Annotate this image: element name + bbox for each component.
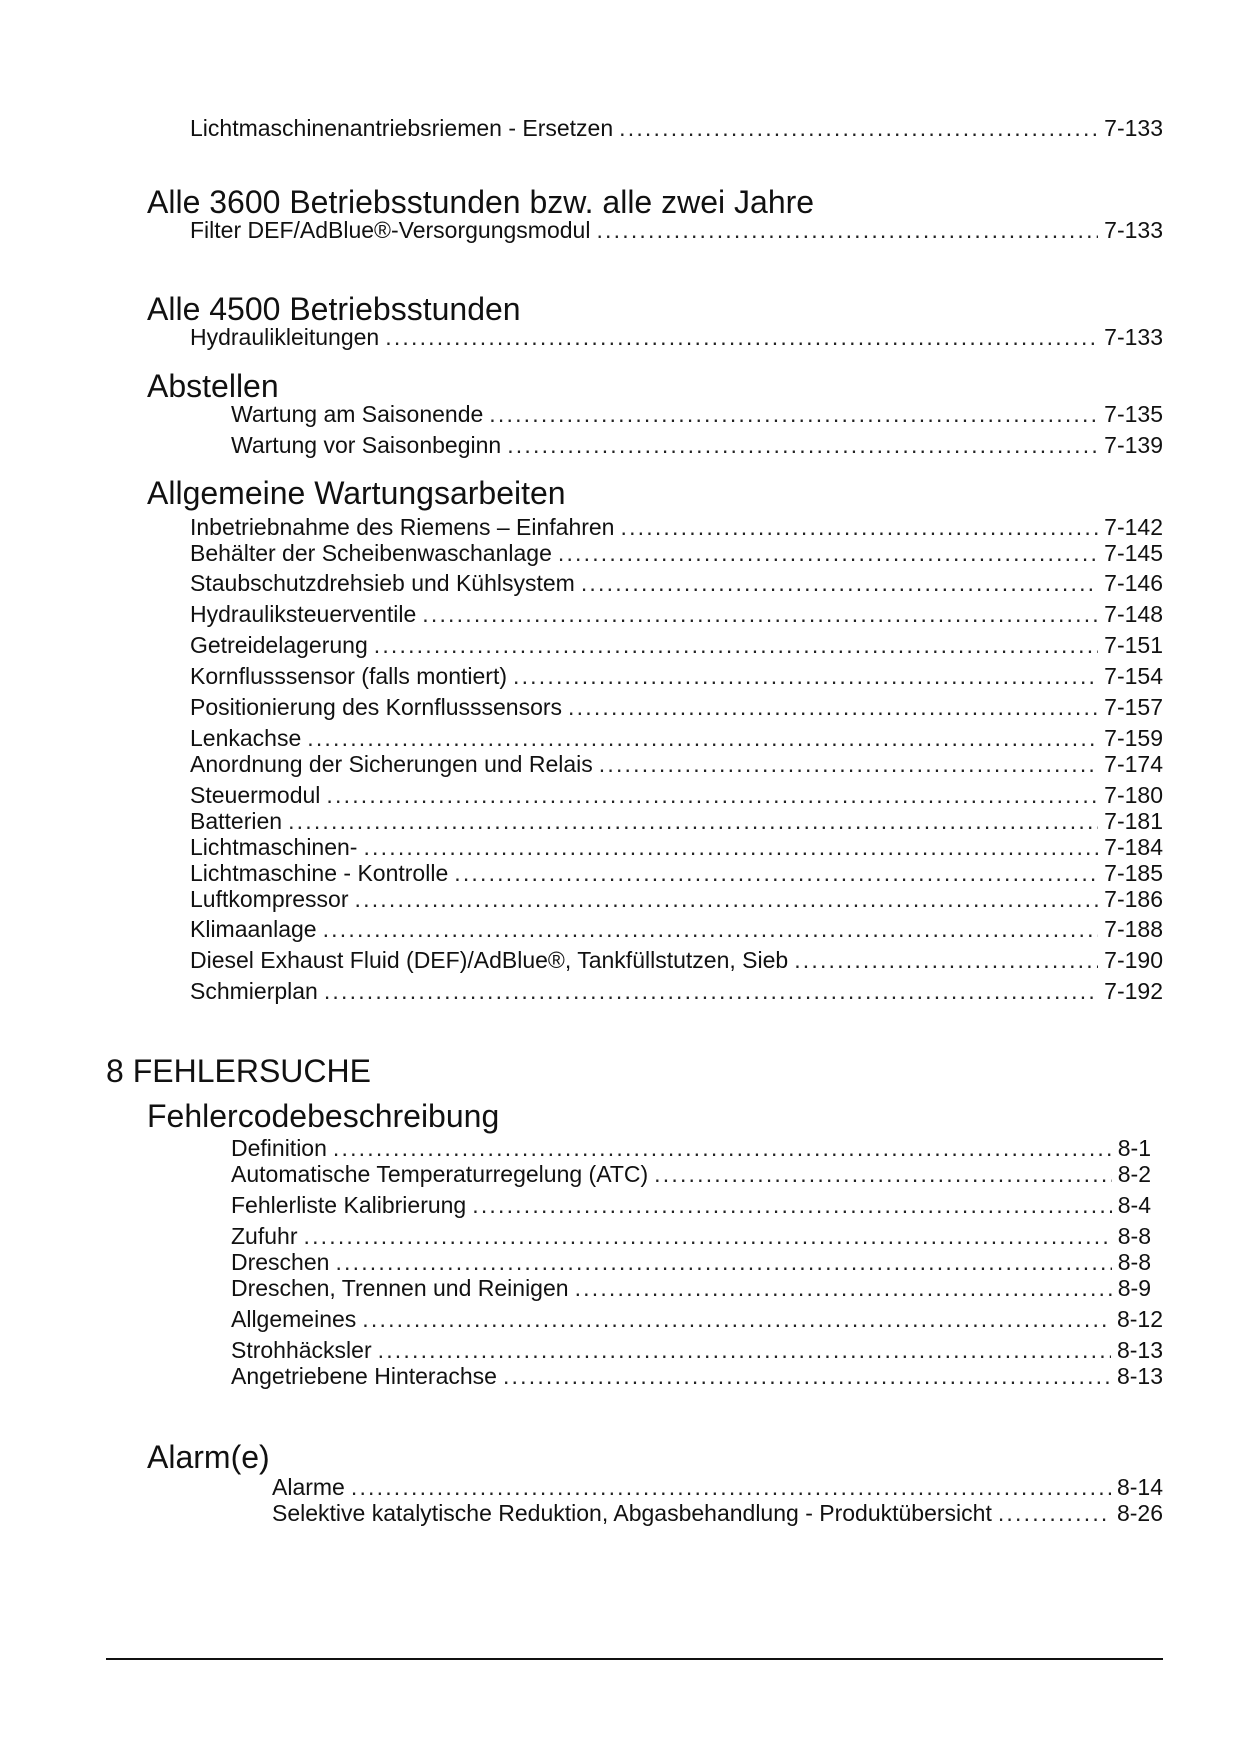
toc-leader-dots xyxy=(619,113,1098,143)
toc-page-number: 7-142 xyxy=(1104,514,1163,540)
toc-entry[interactable] xyxy=(190,322,1163,352)
toc-entry[interactable] xyxy=(190,599,1163,629)
toc-leader-dots xyxy=(575,1273,1112,1303)
section-heading: Fehlercodebeschreibung xyxy=(147,1098,500,1134)
toc-page-number: 7-180 xyxy=(1104,782,1163,808)
toc-page-number: 8-13 xyxy=(1116,1337,1163,1363)
toc-entry-label: Wartung am Saisonende xyxy=(231,401,484,427)
section-heading: Alarm(e) xyxy=(147,1439,270,1475)
toc-page-number: 7-188 xyxy=(1104,916,1163,942)
toc-entry-label: Hydrauliksteuerventile xyxy=(190,601,417,627)
toc-page-number: 7-192 xyxy=(1104,978,1163,1004)
toc-entry-label: Diesel Exhaust Fluid (DEF)/AdBlue®, Tankfüllstutzen, Sieb xyxy=(190,947,789,973)
toc-leader-dots xyxy=(507,430,1098,460)
toc-entry[interactable] xyxy=(190,914,1163,944)
toc-entry[interactable] xyxy=(190,568,1163,598)
toc-entry[interactable] xyxy=(231,1361,1163,1391)
toc-entry-label: Strohhäcksler xyxy=(231,1337,372,1363)
toc-entry-label: Batterien xyxy=(190,808,283,834)
toc-entry-label: Behälter der Scheibenwaschanlage xyxy=(190,540,552,566)
section-heading: Alle 3600 Betriebsstunden bzw. alle zwei Jahre xyxy=(147,184,815,220)
chapter-heading: 8 FEHLERSUCHE xyxy=(106,1053,371,1089)
toc-entry-label: Schmierplan xyxy=(190,978,318,1004)
toc-entry-label: Fehlerliste Kalibrierung xyxy=(231,1192,467,1218)
toc-entry-label: Angetriebene Hinterachse xyxy=(231,1363,497,1389)
toc-page-number: 8-2 xyxy=(1117,1161,1151,1187)
toc-page-number: 7-145 xyxy=(1104,540,1163,566)
section-heading: Abstellen xyxy=(147,368,279,404)
toc-leader-dots xyxy=(385,322,1098,352)
toc-leader-dots xyxy=(513,661,1098,691)
toc-leader-dots xyxy=(568,692,1098,722)
toc-entry[interactable] xyxy=(231,1190,1163,1220)
toc-page-number: 8-12 xyxy=(1116,1306,1163,1332)
toc-leader-dots xyxy=(323,914,1099,944)
toc-entry[interactable] xyxy=(231,1273,1163,1303)
toc-entry[interactable] xyxy=(190,630,1163,660)
toc-entry[interactable] xyxy=(190,749,1163,779)
toc-entry-label: Lichtmaschinenantriebsriemen - Ersetzen xyxy=(190,115,614,141)
toc-entry[interactable] xyxy=(190,945,1163,975)
toc-entry-label: Dreschen, Trennen und Reinigen xyxy=(231,1275,569,1301)
toc-leader-dots xyxy=(558,538,1098,568)
toc-page-number: 7-151 xyxy=(1104,632,1163,658)
toc-page-number: 8-9 xyxy=(1117,1275,1151,1301)
toc-entry-label: Automatische Temperaturregelung (ATC) xyxy=(231,1161,649,1187)
toc-page-number: 7-186 xyxy=(1104,886,1163,912)
toc-entry[interactable] xyxy=(190,661,1163,691)
toc-page-number: 8-8 xyxy=(1117,1223,1151,1249)
toc-leader-dots xyxy=(581,568,1098,598)
toc-entry-label: Getreidelagerung xyxy=(190,632,368,658)
toc-entry-label: Anordnung der Sicherungen und Relais xyxy=(190,751,593,777)
toc-entry[interactable] xyxy=(190,113,1163,143)
toc-page-number: 7-157 xyxy=(1104,694,1163,720)
toc-page-number: 7-159 xyxy=(1104,725,1163,751)
toc-entry[interactable] xyxy=(190,692,1163,722)
toc-entry-label: Wartung vor Saisonbeginn xyxy=(231,432,502,458)
toc-leader-dots xyxy=(362,1304,1111,1334)
toc-page-number: 7-148 xyxy=(1104,601,1163,627)
toc-entry-label: Hydraulikleitungen xyxy=(190,324,380,350)
toc-page-number: 7-181 xyxy=(1104,808,1163,834)
toc-entry[interactable] xyxy=(190,884,1163,914)
toc-entry-label: Steuermodul xyxy=(190,782,321,808)
toc-page-number: 7-133 xyxy=(1104,217,1163,243)
toc-page-number: 7-133 xyxy=(1104,324,1163,350)
toc-entry-label: Zufuhr xyxy=(231,1223,298,1249)
section-heading: Allgemeine Wartungsarbeiten xyxy=(147,475,566,511)
toc-page-number: 7-190 xyxy=(1104,947,1163,973)
toc-entry-label: Positionierung des Kornflusssensors xyxy=(190,694,563,720)
toc-page-number: 7-133 xyxy=(1104,115,1163,141)
toc-entry-label: Staubschutzdrehsieb und Kühlsystem xyxy=(190,570,575,596)
toc-page-number: 7-139 xyxy=(1104,432,1163,458)
toc-leader-dots xyxy=(794,945,1098,975)
toc-page-number: 8-14 xyxy=(1116,1474,1163,1500)
toc-page-number: 7-146 xyxy=(1104,570,1163,596)
toc-entry-label: Definition xyxy=(231,1135,327,1161)
footer-rule xyxy=(106,1658,1163,1660)
toc-entry-label: Selektive katalytische Reduktion, Abgasbehandlung - Produktübersicht xyxy=(272,1500,992,1526)
toc-leader-dots xyxy=(503,1361,1111,1391)
toc-entry-label: Lenkachse xyxy=(190,725,302,751)
toc-page-number: 7-184 xyxy=(1104,834,1163,860)
toc-page-number: 8-13 xyxy=(1116,1363,1163,1389)
toc-page-number: 8-1 xyxy=(1117,1135,1151,1161)
toc-leader-dots xyxy=(654,1159,1112,1189)
toc-leader-dots xyxy=(422,599,1098,629)
toc-leader-dots xyxy=(998,1498,1111,1528)
toc-entry[interactable] xyxy=(190,538,1163,568)
toc-page-number: 8-26 xyxy=(1116,1500,1163,1526)
toc-leader-dots xyxy=(355,884,1099,914)
toc-leader-dots xyxy=(472,1190,1112,1220)
toc-leader-dots xyxy=(324,976,1098,1006)
toc-entry[interactable] xyxy=(231,1304,1163,1334)
toc-entry-label: Lichtmaschinen- xyxy=(190,834,358,860)
toc-entry-label: Kornflusssensor (falls montiert) xyxy=(190,663,507,689)
toc-leader-dots xyxy=(374,630,1098,660)
toc-entry-label: Inbetriebnahme des Riemens – Einfahren xyxy=(190,514,615,540)
toc-entry[interactable] xyxy=(231,1159,1163,1189)
toc-entry[interactable] xyxy=(231,399,1163,429)
toc-entry-label: Filter DEF/AdBlue®-Versorgungsmodul xyxy=(190,217,591,243)
toc-page-number: 7-174 xyxy=(1104,751,1163,777)
toc-entry-label: Luftkompressor xyxy=(190,886,349,912)
toc-page-number: 8-4 xyxy=(1117,1192,1151,1218)
toc-entry-label: Lichtmaschine - Kontrolle xyxy=(190,860,449,886)
toc-entry[interactable] xyxy=(272,1498,1163,1528)
section-heading: Alle 4500 Betriebsstunden xyxy=(147,291,521,327)
toc-entry-label: Dreschen xyxy=(231,1249,330,1275)
toc-entry[interactable] xyxy=(190,215,1163,245)
toc-entry-label: Allgemeines xyxy=(231,1306,357,1332)
toc-page-number: 7-185 xyxy=(1104,860,1163,886)
toc-entry[interactable] xyxy=(190,976,1163,1006)
toc-entry-label: Klimaanlage xyxy=(190,916,317,942)
toc-entry-label: Alarme xyxy=(272,1474,345,1500)
toc-leader-dots xyxy=(599,749,1098,779)
toc-page-number: 7-135 xyxy=(1104,401,1163,427)
toc-leader-dots xyxy=(596,215,1098,245)
toc-page-number: 7-154 xyxy=(1104,663,1163,689)
toc-page-number: 8-8 xyxy=(1117,1249,1151,1275)
toc-leader-dots xyxy=(489,399,1098,429)
toc-entry[interactable] xyxy=(231,430,1163,460)
